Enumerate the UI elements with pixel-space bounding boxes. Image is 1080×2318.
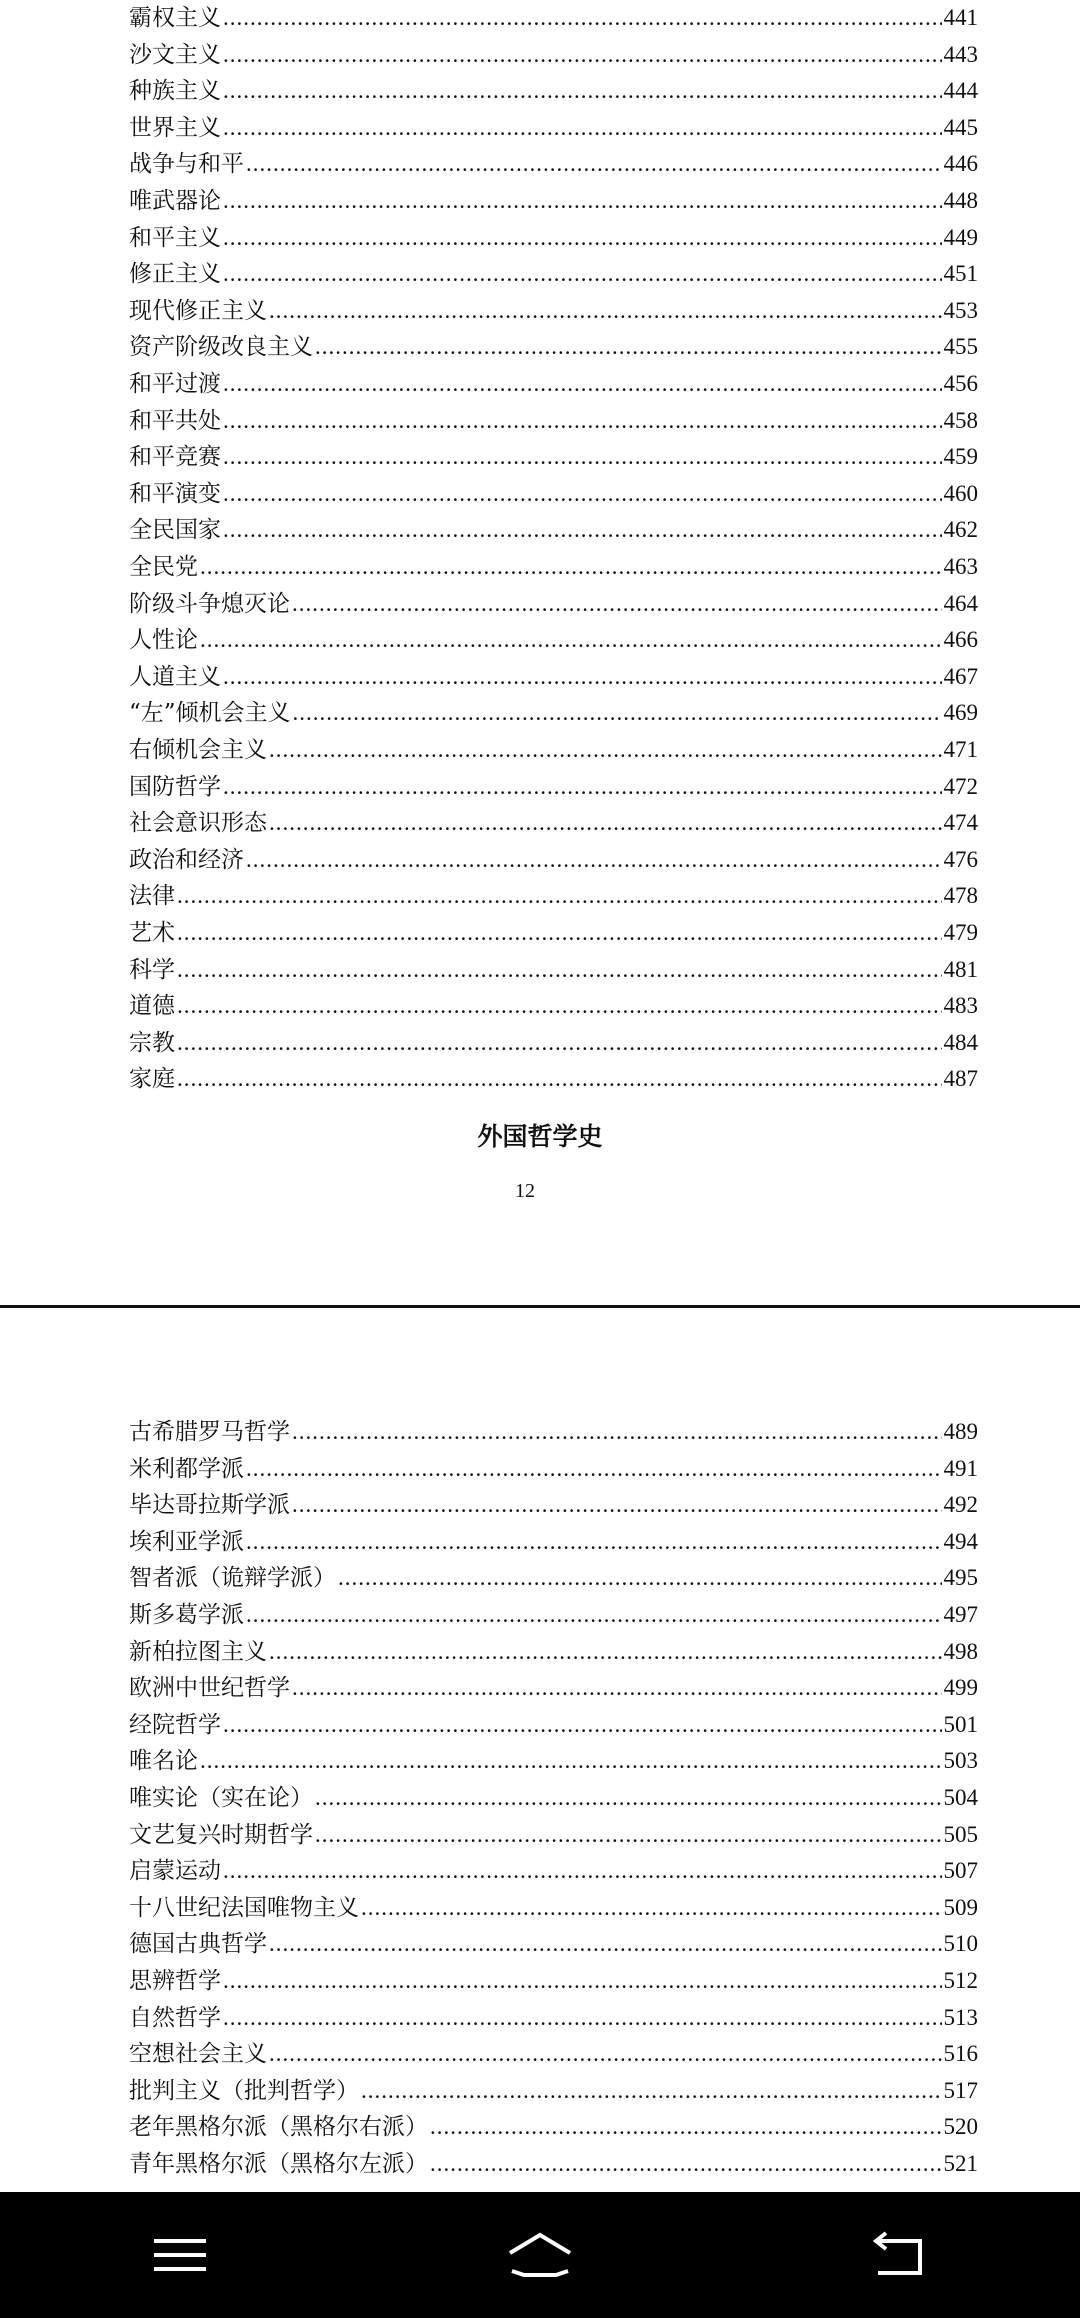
- toc-entry-title: 欧洲中世纪哲学: [129, 1675, 290, 1702]
- toc-entry-title: 批判主义（批判哲学）: [129, 2077, 359, 2104]
- toc-entry-page: 443: [943, 41, 978, 67]
- toc-entry-page: 472: [943, 773, 978, 799]
- toc-entry[interactable]: [129, 878, 978, 914]
- toc-leader-dots: [223, 366, 942, 402]
- toc-entry[interactable]: [129, 0, 978, 36]
- toc-entry[interactable]: [129, 1780, 978, 1816]
- toc-entry-page: 460: [943, 480, 978, 506]
- toc-entry[interactable]: [129, 622, 978, 658]
- toc-entry-page: 507: [943, 1858, 978, 1884]
- toc-entry[interactable]: [129, 805, 978, 841]
- toc-entry-page: 483: [943, 993, 978, 1019]
- toc-entry-title: 世界主义: [129, 114, 221, 141]
- toc-entry-page: 517: [943, 2077, 978, 2103]
- toc-leader-dots: [246, 842, 942, 878]
- toc-entry-title: 沙文主义: [129, 41, 221, 68]
- toc-entry[interactable]: [129, 586, 978, 622]
- toc-leader-dots: [292, 1670, 942, 1706]
- toc-entry-title: 种族主义: [129, 78, 221, 105]
- toc-leader-dots: [269, 1634, 942, 1670]
- toc-entry[interactable]: [129, 659, 978, 695]
- toc-entry[interactable]: [129, 1926, 978, 1962]
- toc-entry-page: 451: [943, 261, 978, 287]
- toc-leader-dots: [269, 2036, 942, 2072]
- toc-entry-title: 德国古典哲学: [129, 1931, 267, 1958]
- toc-entry-page: 463: [943, 554, 978, 579]
- toc-leader-dots: [223, 1853, 942, 1889]
- page-divider: [0, 1305, 1080, 1308]
- page-number: 12: [515, 1180, 535, 1202]
- toc-leader-dots: [223, 1963, 942, 1999]
- toc-entry[interactable]: [129, 73, 978, 109]
- toc-entry-page: 456: [943, 371, 978, 396]
- toc-leader-dots: [246, 1597, 942, 1633]
- toc-leader-dots: [430, 2146, 942, 2182]
- toc-entry[interactable]: [129, 2073, 978, 2109]
- toc-entry-title: 和平演变: [129, 480, 221, 507]
- toc-entry[interactable]: [129, 403, 978, 439]
- toc-entry-page: 478: [943, 883, 978, 909]
- toc-entry-page: 476: [943, 846, 978, 872]
- toc-entry-title: 唯实论（实在论）: [129, 1785, 313, 1811]
- toc-entry[interactable]: [129, 512, 978, 548]
- toc-entry-title: 埃利亚学派: [129, 1528, 244, 1555]
- toc-leader-dots: [177, 1061, 942, 1097]
- toc-entry-title: 老年黑格尔派（黑格尔右派）: [129, 2114, 428, 2141]
- toc-entry-title: 修正主义: [129, 261, 221, 288]
- toc-leader-dots: [361, 2073, 942, 2109]
- toc-entry-title: 唯名论: [129, 1748, 198, 1775]
- toc-entry-title: 全民党: [129, 554, 198, 580]
- toc-entry-page: 492: [943, 1492, 978, 1518]
- toc-leader-dots: [223, 476, 942, 512]
- toc-entry-title: 新柏拉图主义: [129, 1638, 267, 1665]
- toc-leader-dots: [246, 146, 942, 182]
- toc-entry[interactable]: [129, 549, 978, 585]
- toc-leader-dots: [223, 37, 942, 73]
- toc-entry-title: 十八世纪法国唯物主义: [129, 1894, 359, 1921]
- home-icon: [504, 2225, 576, 2285]
- toc-entry-page: 503: [943, 1748, 978, 1774]
- toc-entry-page: 498: [943, 1638, 978, 1664]
- toc-entry-page: 510: [943, 1931, 978, 1957]
- toc-leader-dots: [338, 1560, 942, 1596]
- toc-entry[interactable]: [129, 1853, 978, 1889]
- toc-entry[interactable]: [129, 915, 978, 951]
- toc-entry[interactable]: [129, 1634, 978, 1670]
- toc-entry-title: 人性论: [129, 627, 198, 654]
- toc-entry-page: 491: [943, 1455, 978, 1481]
- toc-entry-page: 479: [943, 920, 978, 945]
- toc-leader-dots: [223, 183, 942, 219]
- toc-entry[interactable]: [129, 2000, 978, 2036]
- toc-entry-title: 社会意识形态: [129, 810, 267, 837]
- toc-entry-page: 505: [943, 1821, 978, 1847]
- toc-entry-page: 441: [943, 5, 978, 30]
- toc-leader-dots: [292, 1487, 942, 1523]
- toc-entry[interactable]: [129, 366, 978, 402]
- toc-leader-dots: [269, 805, 942, 841]
- toc-entry[interactable]: [129, 732, 978, 768]
- toc-entry-page: 469: [943, 700, 978, 726]
- toc-entry-title: 宗教: [129, 1029, 175, 1056]
- toc-entry-title: 思辨哲学: [129, 1968, 221, 1994]
- toc-entry[interactable]: [129, 37, 978, 73]
- toc-entry-title: 政治和经济: [129, 846, 244, 873]
- toc-leader-dots: [246, 1524, 942, 1560]
- toc-entry[interactable]: [129, 1597, 978, 1633]
- toc-leader-dots: [315, 1780, 942, 1816]
- toc-entry[interactable]: [129, 1487, 978, 1523]
- toc-entry-page: 484: [943, 1029, 978, 1055]
- toc-entry-title: 米利都学派: [129, 1455, 244, 1482]
- toc-entry-title: 道德: [129, 993, 175, 1020]
- toc-leader-dots: [200, 1743, 942, 1779]
- toc-leader-dots: [292, 586, 942, 622]
- toc-entry-title: 人道主义: [129, 663, 221, 690]
- toc-entry-title: 古希腊罗马哲学: [129, 1419, 290, 1445]
- menu-button[interactable]: [120, 2205, 240, 2305]
- toc-entry-page: 462: [943, 517, 978, 543]
- toc-entry-title: 资产阶级改良主义: [129, 334, 313, 361]
- toc-leader-dots: [223, 110, 942, 146]
- toc-leader-dots: [177, 1025, 942, 1061]
- toc-entry[interactable]: [129, 1963, 978, 1999]
- section-heading: 外国哲学史: [477, 1122, 603, 1151]
- toc-entry[interactable]: [129, 695, 978, 731]
- toc-entry-title: 和平竞赛: [129, 444, 221, 471]
- toc-entry-title: 智者派（诡辩学派）: [129, 1565, 336, 1592]
- toc-leader-dots: [177, 878, 942, 914]
- toc-entry-title: 斯多葛学派: [129, 1602, 244, 1628]
- toc-entry[interactable]: [129, 1451, 978, 1487]
- toc-entry-page: 446: [943, 151, 978, 177]
- toc-entry-title: 经院哲学: [129, 1711, 221, 1738]
- toc-entry-page: 445: [943, 114, 978, 140]
- toc-leader-dots: [223, 769, 942, 805]
- toc-entry-title: 空想社会主义: [129, 2041, 267, 2068]
- toc-leader-dots: [269, 293, 942, 329]
- toc-entry-title: 阶级斗争熄灭论: [129, 590, 290, 617]
- toc-leader-dots: [200, 622, 942, 658]
- toc-leader-dots: [223, 1707, 942, 1743]
- toc-entry[interactable]: [129, 952, 978, 988]
- toc-entry-page: 513: [943, 2004, 978, 2030]
- toc-entry-title: 现代修正主义: [129, 297, 267, 324]
- toc-entry-page: 509: [943, 1894, 978, 1920]
- toc-entry-page: 448: [943, 188, 978, 213]
- toc-entry[interactable]: [129, 1524, 978, 1560]
- toc-entry-page: 459: [943, 444, 978, 470]
- toc-entry-title: 唯武器论: [129, 188, 221, 214]
- toc-entry-page: 458: [943, 407, 978, 433]
- toc-entry-page: 520: [943, 2114, 978, 2140]
- toc-leader-dots: [223, 256, 942, 292]
- toc-entry[interactable]: [129, 2036, 978, 2072]
- toc-entry-title: 全民国家: [129, 517, 221, 544]
- toc-leader-dots: [223, 403, 942, 439]
- toc-entry-page: 516: [943, 2041, 978, 2067]
- toc-leader-dots: [223, 512, 942, 548]
- toc-leader-dots: [223, 2000, 942, 2036]
- toc-entry[interactable]: [129, 183, 978, 219]
- toc-leader-dots: [177, 952, 942, 988]
- toc-entry-page: 466: [943, 627, 978, 653]
- toc-entry-title: 国防哲学: [129, 773, 221, 800]
- toc-entry-page: 487: [943, 1066, 978, 1092]
- toc-entry-title: “左”倾机会主义: [129, 700, 291, 727]
- toc-entry[interactable]: [129, 220, 978, 256]
- toc-leader-dots: [177, 988, 942, 1024]
- toc-entry-title: 家庭: [129, 1066, 175, 1093]
- back-button[interactable]: [840, 2205, 960, 2305]
- toc-leader-dots: [315, 329, 942, 365]
- toc-leader-dots: [223, 220, 942, 256]
- toc-entry-page: 453: [943, 297, 978, 323]
- toc-leader-dots: [177, 915, 942, 951]
- toc-entry[interactable]: [129, 1414, 978, 1450]
- toc-leader-dots: [361, 1890, 942, 1926]
- toc-entry-title: 霸权主义: [129, 5, 221, 31]
- toc-entry[interactable]: [129, 329, 978, 365]
- toc-entry-title: 战争与和平: [129, 151, 244, 178]
- toc-leader-dots: [315, 1817, 942, 1853]
- toc-entry-title: 文艺复兴时期哲学: [129, 1821, 313, 1848]
- toc-entry-page: 471: [943, 737, 978, 762]
- toc-entry[interactable]: [129, 439, 978, 475]
- toc-leader-dots: [293, 695, 942, 731]
- toc-leader-dots: [292, 1414, 942, 1450]
- toc-entry-page: 521: [943, 2151, 978, 2176]
- toc-entry-title: 和平主义: [129, 224, 221, 251]
- toc-entry[interactable]: [129, 988, 978, 1024]
- toc-entry-page: 481: [943, 956, 978, 982]
- toc-entry-page: 449: [943, 224, 978, 250]
- toc-entry-title: 法律: [129, 883, 175, 910]
- toc-leader-dots: [223, 0, 942, 36]
- toc-entry-page: 464: [943, 590, 978, 616]
- toc-entry[interactable]: [129, 1707, 978, 1743]
- toc-entry[interactable]: [129, 293, 978, 329]
- toc-entry-page: 504: [943, 1785, 978, 1810]
- navigation-bar: [0, 2192, 1080, 2318]
- toc-entry-page: 467: [943, 663, 978, 689]
- toc-leader-dots: [430, 2109, 942, 2145]
- toc-entry[interactable]: [129, 1817, 978, 1853]
- toc-entry[interactable]: [129, 476, 978, 512]
- toc-entry-title: 自然哲学: [129, 2004, 221, 2031]
- toc-entry-title: 和平过渡: [129, 371, 221, 397]
- toc-leader-dots: [223, 73, 942, 109]
- toc-entry[interactable]: [129, 1560, 978, 1596]
- home-button[interactable]: [480, 2205, 600, 2305]
- toc-entry[interactable]: [129, 2109, 978, 2145]
- toc-entry-title: 启蒙运动: [129, 1858, 221, 1885]
- toc-entry-title: 青年黑格尔派（黑格尔左派）: [129, 2151, 428, 2177]
- toc-entry[interactable]: [129, 146, 978, 182]
- toc-entry-page: 489: [943, 1419, 978, 1444]
- toc-entry-page: 474: [943, 810, 978, 836]
- toc-entry-page: 501: [943, 1711, 978, 1737]
- toc-entry[interactable]: [129, 1025, 978, 1061]
- toc-entry[interactable]: [129, 1670, 978, 1706]
- toc-leader-dots: [223, 659, 942, 695]
- toc-entry[interactable]: [129, 110, 978, 146]
- toc-entry[interactable]: [129, 842, 978, 878]
- toc-leader-dots: [269, 732, 942, 768]
- toc-entry-title: 右倾机会主义: [129, 737, 267, 763]
- toc-leader-dots: [246, 1451, 942, 1487]
- toc-entry[interactable]: [129, 1743, 978, 1779]
- toc-entry[interactable]: [129, 1890, 978, 1926]
- toc-leader-dots: [269, 1926, 942, 1962]
- toc-entry-page: 455: [943, 334, 978, 360]
- back-icon: [864, 2225, 936, 2285]
- toc-entry[interactable]: [129, 256, 978, 292]
- toc-entry-title: 科学: [129, 956, 175, 983]
- toc-entry-title: 和平共处: [129, 407, 221, 434]
- toc-entry[interactable]: [129, 769, 978, 805]
- menu-icon: [144, 2225, 216, 2285]
- toc-entry[interactable]: [129, 2146, 978, 2182]
- toc-leader-dots: [223, 439, 942, 475]
- toc-entry-page: 512: [943, 1968, 978, 1993]
- toc-entry-page: 497: [943, 1602, 978, 1627]
- toc-entry-page: 494: [943, 1528, 978, 1554]
- toc-entry-title: 毕达哥拉斯学派: [129, 1492, 290, 1519]
- toc-leader-dots: [200, 549, 942, 585]
- toc-entry-title: 艺术: [129, 920, 175, 946]
- toc-entry[interactable]: [129, 1061, 978, 1097]
- toc-entry-page: 499: [943, 1675, 978, 1701]
- toc-entry-page: 495: [943, 1565, 978, 1591]
- toc-entry-page: 444: [943, 78, 978, 104]
